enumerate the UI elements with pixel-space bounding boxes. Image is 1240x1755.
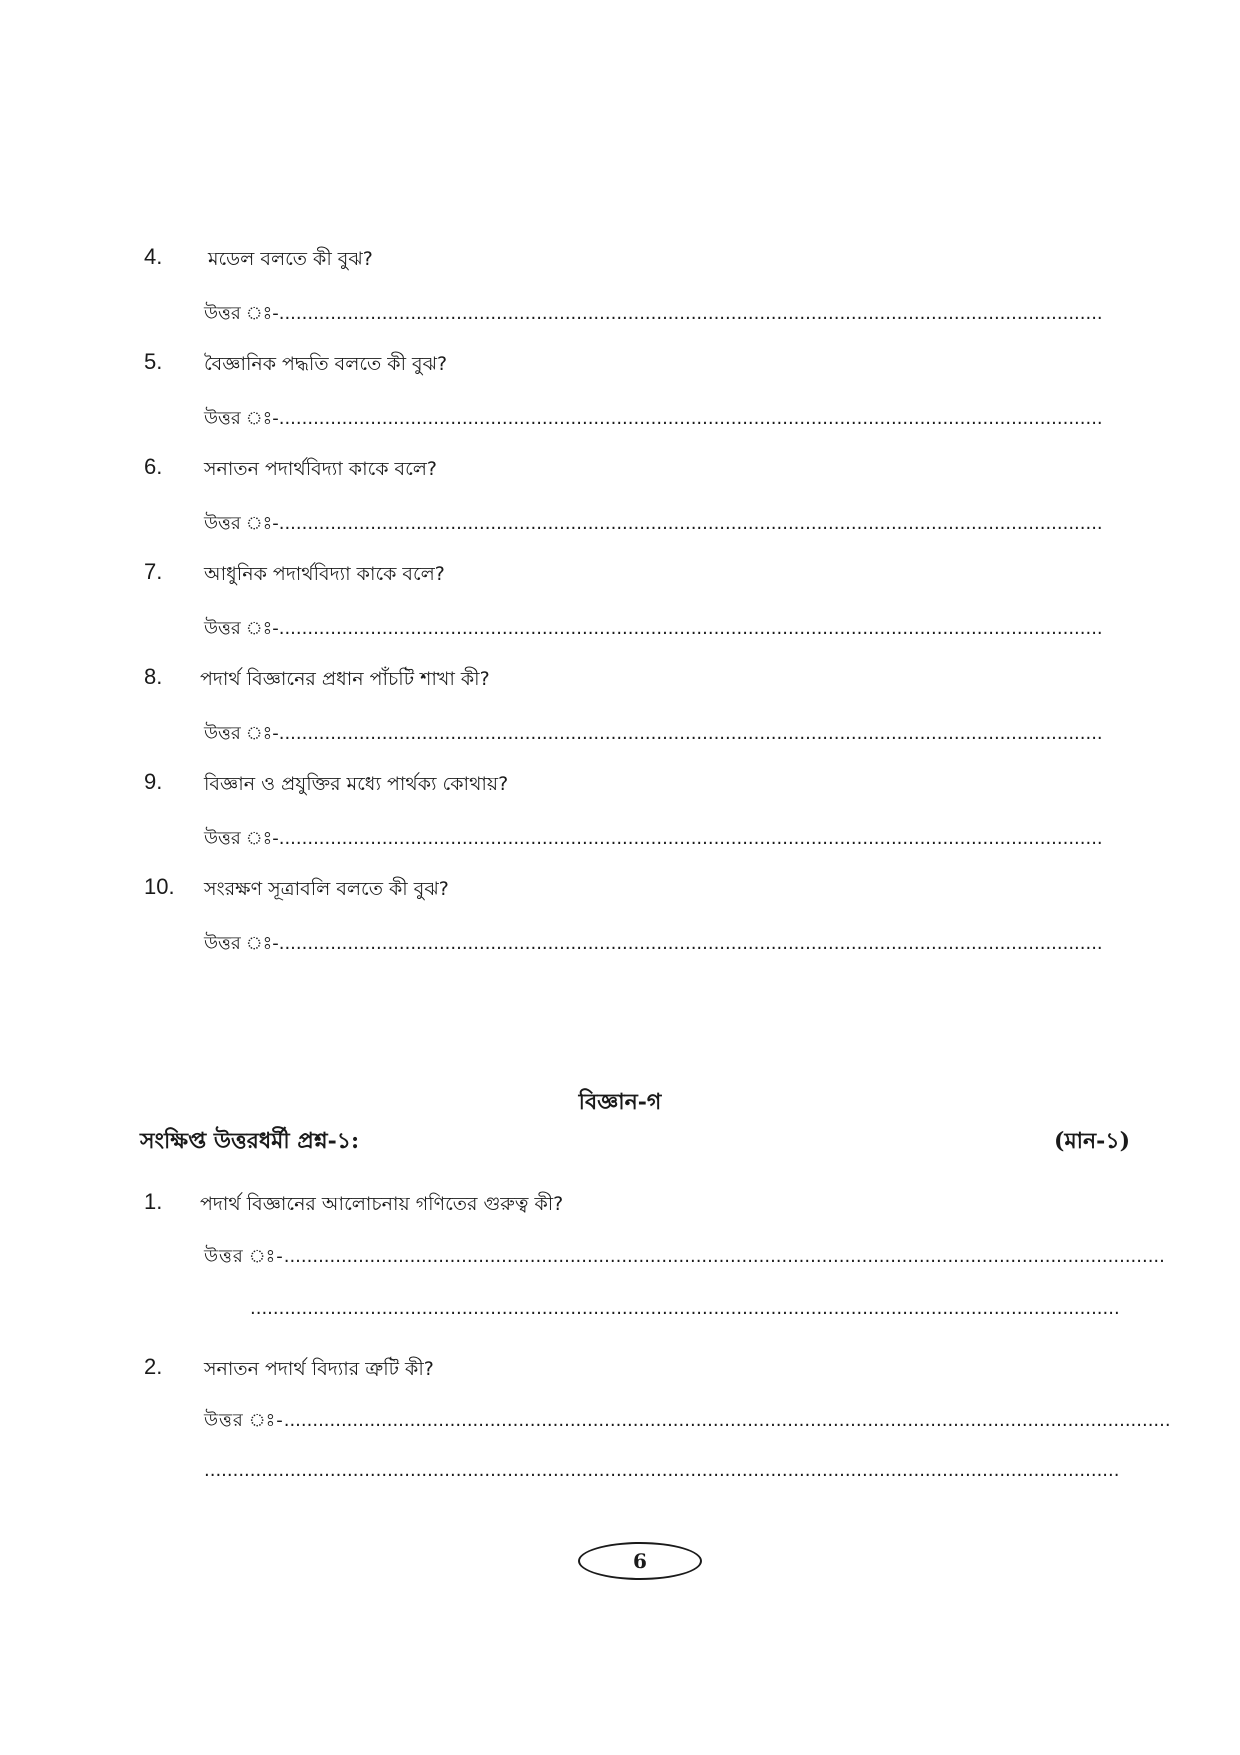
answer-line[interactable]: উত্তর ঃ-...........................................................................................................................................................	[204, 1410, 1171, 1431]
question-number: 8.	[144, 664, 163, 689]
answer-line[interactable]: উত্তর ঃ-................................................................................................................................................	[204, 303, 1103, 324]
answer-line[interactable]: উত্তর ঃ-................................................................................................................................................	[204, 723, 1103, 744]
question-number: 7.	[144, 559, 163, 584]
question-text: সংরক্ষণ সূত্রাবলি বলতে কী বুঝ?	[204, 878, 449, 900]
question-text: সনাতন পদার্থ বিদ্যার ত্রুটি কী?	[204, 1358, 434, 1380]
question-number: 9.	[144, 769, 163, 794]
question-number: 6.	[144, 454, 163, 479]
answer-line[interactable]: উত্তর ঃ-................................................................................................................................................	[204, 933, 1103, 954]
question-text: সনাতন পদার্থবিদ্যা কাকে বলে?	[204, 458, 438, 480]
answer-line[interactable]: উত্তর ঃ-................................................................................................................................................	[204, 408, 1103, 429]
page-number: 6	[578, 1542, 702, 1580]
question-number: 10.	[144, 874, 175, 899]
answer-line-continued[interactable]: ........................................................................................................................................................	[250, 1298, 1120, 1319]
question-text: আধুনিক পদার্থবিদ্যা কাকে বলে?	[204, 563, 445, 585]
question-number: 5.	[144, 349, 163, 374]
question-text: পদার্থ বিজ্ঞানের প্রধান পাঁচটি শাখা কী?	[200, 668, 490, 690]
question-number: 2.	[144, 1354, 163, 1379]
section-title: বিজ্ঞান-গ	[578, 1089, 662, 1115]
question-number: 1.	[144, 1189, 163, 1214]
answer-line[interactable]: উত্তর ঃ-................................................................................................................................................	[204, 828, 1103, 849]
question-number: 4.	[144, 244, 163, 269]
answer-line[interactable]: উত্তর ঃ-..........................................................................................................................................................	[204, 1246, 1165, 1267]
answer-line[interactable]: উত্তর ঃ-................................................................................................................................................	[204, 513, 1103, 534]
question-text: মডেল বলতে কী বুঝ?	[208, 248, 373, 270]
answer-line[interactable]: উত্তর ঃ-................................................................................................................................................	[204, 618, 1103, 639]
question-text: বৈজ্ঞানিক পদ্ধতি বলতে কী বুঝ?	[204, 353, 448, 375]
section-subtitle: সংক্ষিপ্ত উত্তরধর্মী প্রশ্ন-১:	[140, 1128, 360, 1154]
answer-line-continued[interactable]: ................................................................................................................................................................	[204, 1460, 1120, 1481]
question-text: পদার্থ বিজ্ঞানের আলোচনায় গণিতের গুরুত্ব কী?	[200, 1193, 564, 1215]
question-text: বিজ্ঞান ও প্রযুক্তির মধ্যে পার্থক্য কোথায়?	[204, 773, 509, 795]
section-marks: (মান-১)	[1054, 1128, 1130, 1154]
